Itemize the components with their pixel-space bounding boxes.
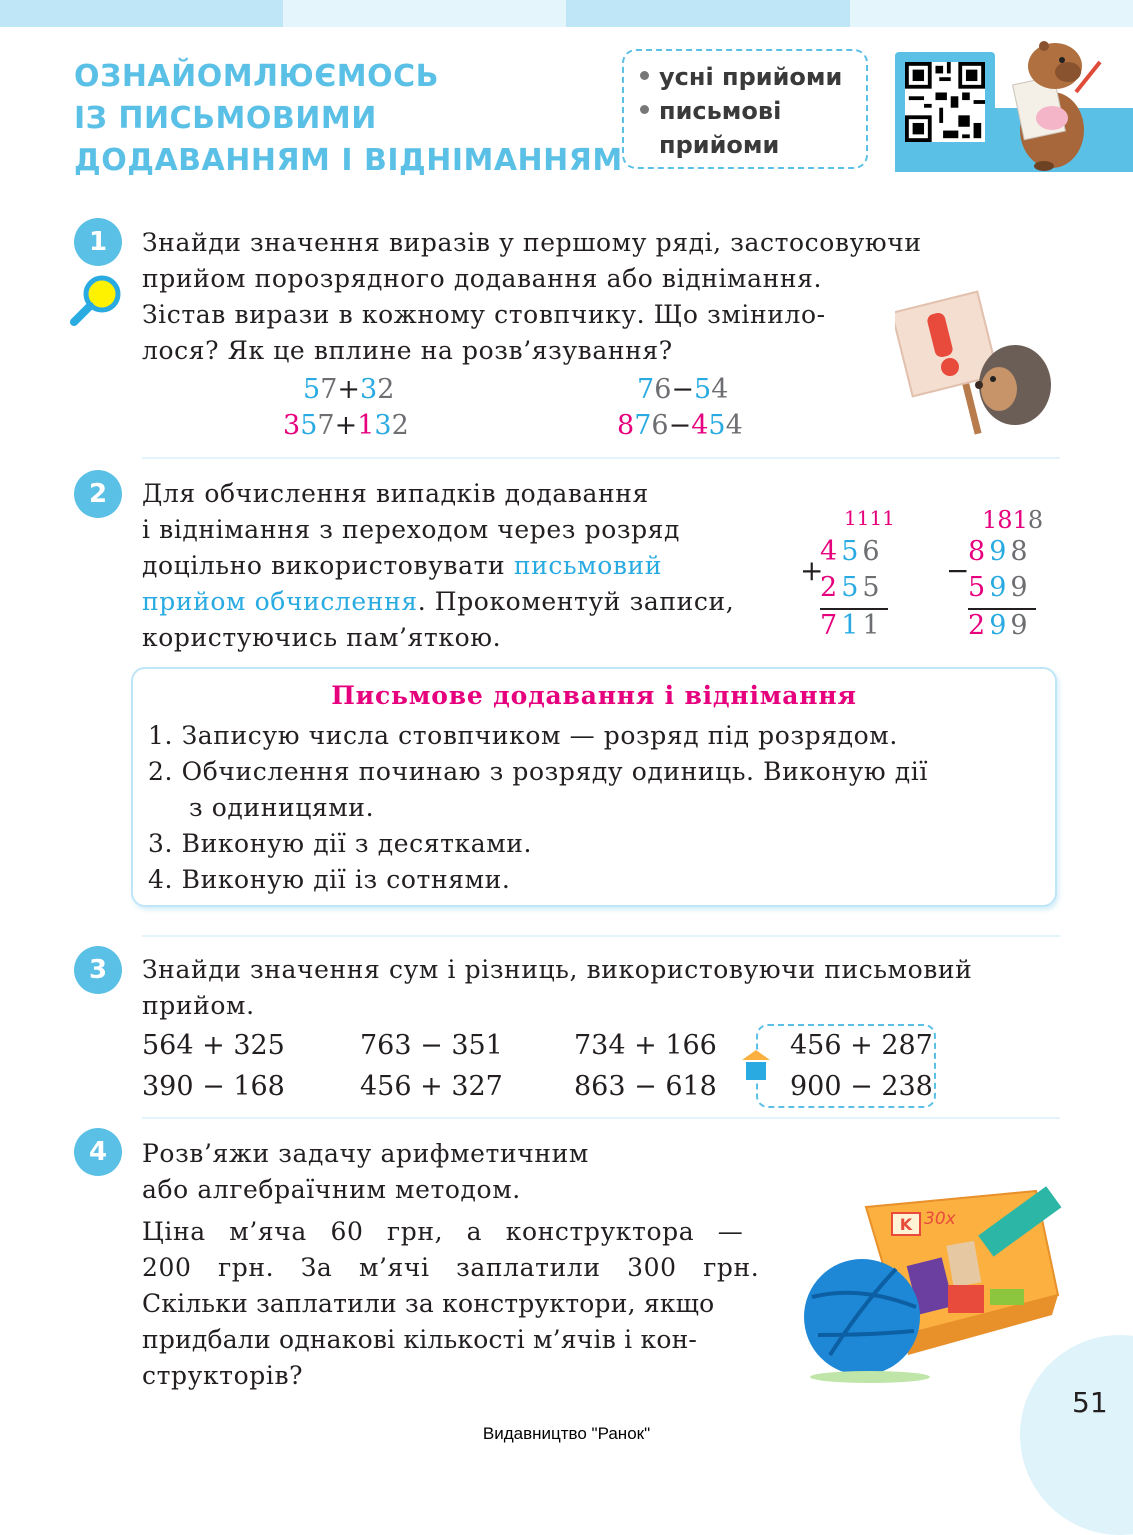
reminder-item: 1. Записую числа стовпчиком — розряд під розрядом. [148,721,898,750]
section-divider [142,1117,1060,1119]
task4-text-line: 200 грн. За м’ячі заплатили 300 грн. [142,1253,760,1282]
task-number-badge: 4 [74,1128,122,1176]
task2-text-line: і віднімання з переходом через розряд [142,515,681,544]
method-tags-box [622,49,868,169]
expression: 876−454 [617,410,743,441]
plus-sign: + [800,554,828,587]
capybara-illustration [1000,32,1126,172]
magnifier-icon [68,272,124,328]
task4-text-line: Ціна м’яча 60 грн, а конструктора — [142,1217,744,1246]
box-label: 30x [924,1209,956,1229]
tag-item: прийоми [659,131,780,159]
task4-text-line: Скільки заплатили за конструктори, якщо [142,1289,715,1318]
expression: 57+32 [303,374,395,405]
reminder-item: 2. Обчислення починаю з розряду одиниць. Виконую дії [148,757,928,786]
title-line: ІЗ ПИСЬМОВИМИ [74,101,377,136]
tag-item: письмові [640,97,781,125]
exercise-expression: 863 − 618 [574,1071,717,1102]
task1-text-line: лося? Як це вплине на розв’язування? [142,336,673,365]
bullet-icon [640,105,649,114]
borrow-digits: 1818 [982,506,1044,534]
challenge-bracket [756,1024,936,1108]
task2-text-line: прийом обчислення. Прокоментуй записи, [142,587,735,616]
reminder-item: 4. Виконую дії із сотнями. [148,865,511,894]
lesson-title [74,56,623,182]
reminder-item: з одиницями. [189,793,375,822]
tag-item: усні прийоми [640,63,842,91]
task2-text-line: доцільно використовувати письмовий [142,551,663,580]
hedgehog-sign-illustration [895,285,1055,435]
publisher-line: Видавництво "Ранок" [482,1424,651,1443]
difference-result: 299 [968,610,1032,641]
section-divider [142,935,1060,937]
qr-code-icon[interactable] [895,52,995,152]
title-line: ДОДАВАННЯМ І ВІДНІМАННЯМ [74,143,623,178]
exercise-expression: 900 − 238 [790,1071,933,1102]
minus-sign: − [946,554,974,587]
reminder-item: 3. Виконую дії з десятками. [148,829,533,858]
exercise-expression: 763 − 351 [360,1030,503,1061]
exercise-expression: 390 − 168 [142,1071,285,1102]
highlighted-term: письмовий [513,551,663,580]
exercise-expression: 734 + 166 [574,1030,717,1061]
top-bar-segment [566,0,850,27]
exercise-expression: 456 + 327 [360,1071,503,1102]
minuend: 898 [968,536,1032,567]
addend-top: 456 [820,536,884,567]
task-number-badge: 3 [74,946,122,994]
column-subtraction [946,506,1046,646]
subtrahend: 599 [968,572,1032,603]
task3-text-line: Знайди значення сум і різниць, використовуючи письмовий [142,955,973,984]
title-line: ОЗНАЙОМЛЮЄМОСЬ [74,59,439,94]
bullet-icon [640,71,649,80]
task4-text-line: або алгебраїчним методом. [142,1175,521,1204]
column-addition [800,506,900,646]
task3-text-line: прийом. [142,991,255,1020]
task2-text-line: користуючись пам’яткою. [142,623,502,652]
section-divider [142,457,1060,459]
toy-box-illustration [800,1185,1062,1385]
task4-text-line: структорів? [142,1361,304,1390]
page-number: 51 [1072,1386,1108,1419]
highlighted-term: прийом обчислення [142,587,418,616]
expression: 357+132 [283,410,409,441]
task-number-badge: 1 [74,218,122,266]
expression: 76−54 [637,374,729,405]
reminder-title: Письмове додавання і віднімання [331,681,857,710]
task4-text-line: Розв’яжи задачу арифметичним [142,1139,589,1168]
task1-text-line: прийом порозрядного додавання або віднімання. [142,264,823,293]
carry-digits: 1111 [844,506,895,530]
top-bar-segment [0,0,283,27]
exercise-expression: 456 + 287 [790,1030,933,1061]
sum-result: 711 [820,610,884,641]
top-bar-segment [850,0,1133,27]
exercise-expression: 564 + 325 [142,1030,285,1061]
task-number-badge: 2 [74,470,122,518]
task1-text-line: Знайди значення виразів у першому ряді, застосовуючи [142,228,922,257]
task1-text-line: Зістав вирази в кожному стовпчику. Що змінило- [142,300,826,329]
svg-text:K: K [899,1215,913,1234]
task4-text-line: придбали однакові кількості м’ячів і кон- [142,1325,698,1354]
addend-bottom: 255 [820,572,884,603]
difficulty-house-icon [742,1050,770,1082]
task2-text-line: Для обчислення випадків додавання [142,479,649,508]
top-bar-segment [283,0,566,27]
